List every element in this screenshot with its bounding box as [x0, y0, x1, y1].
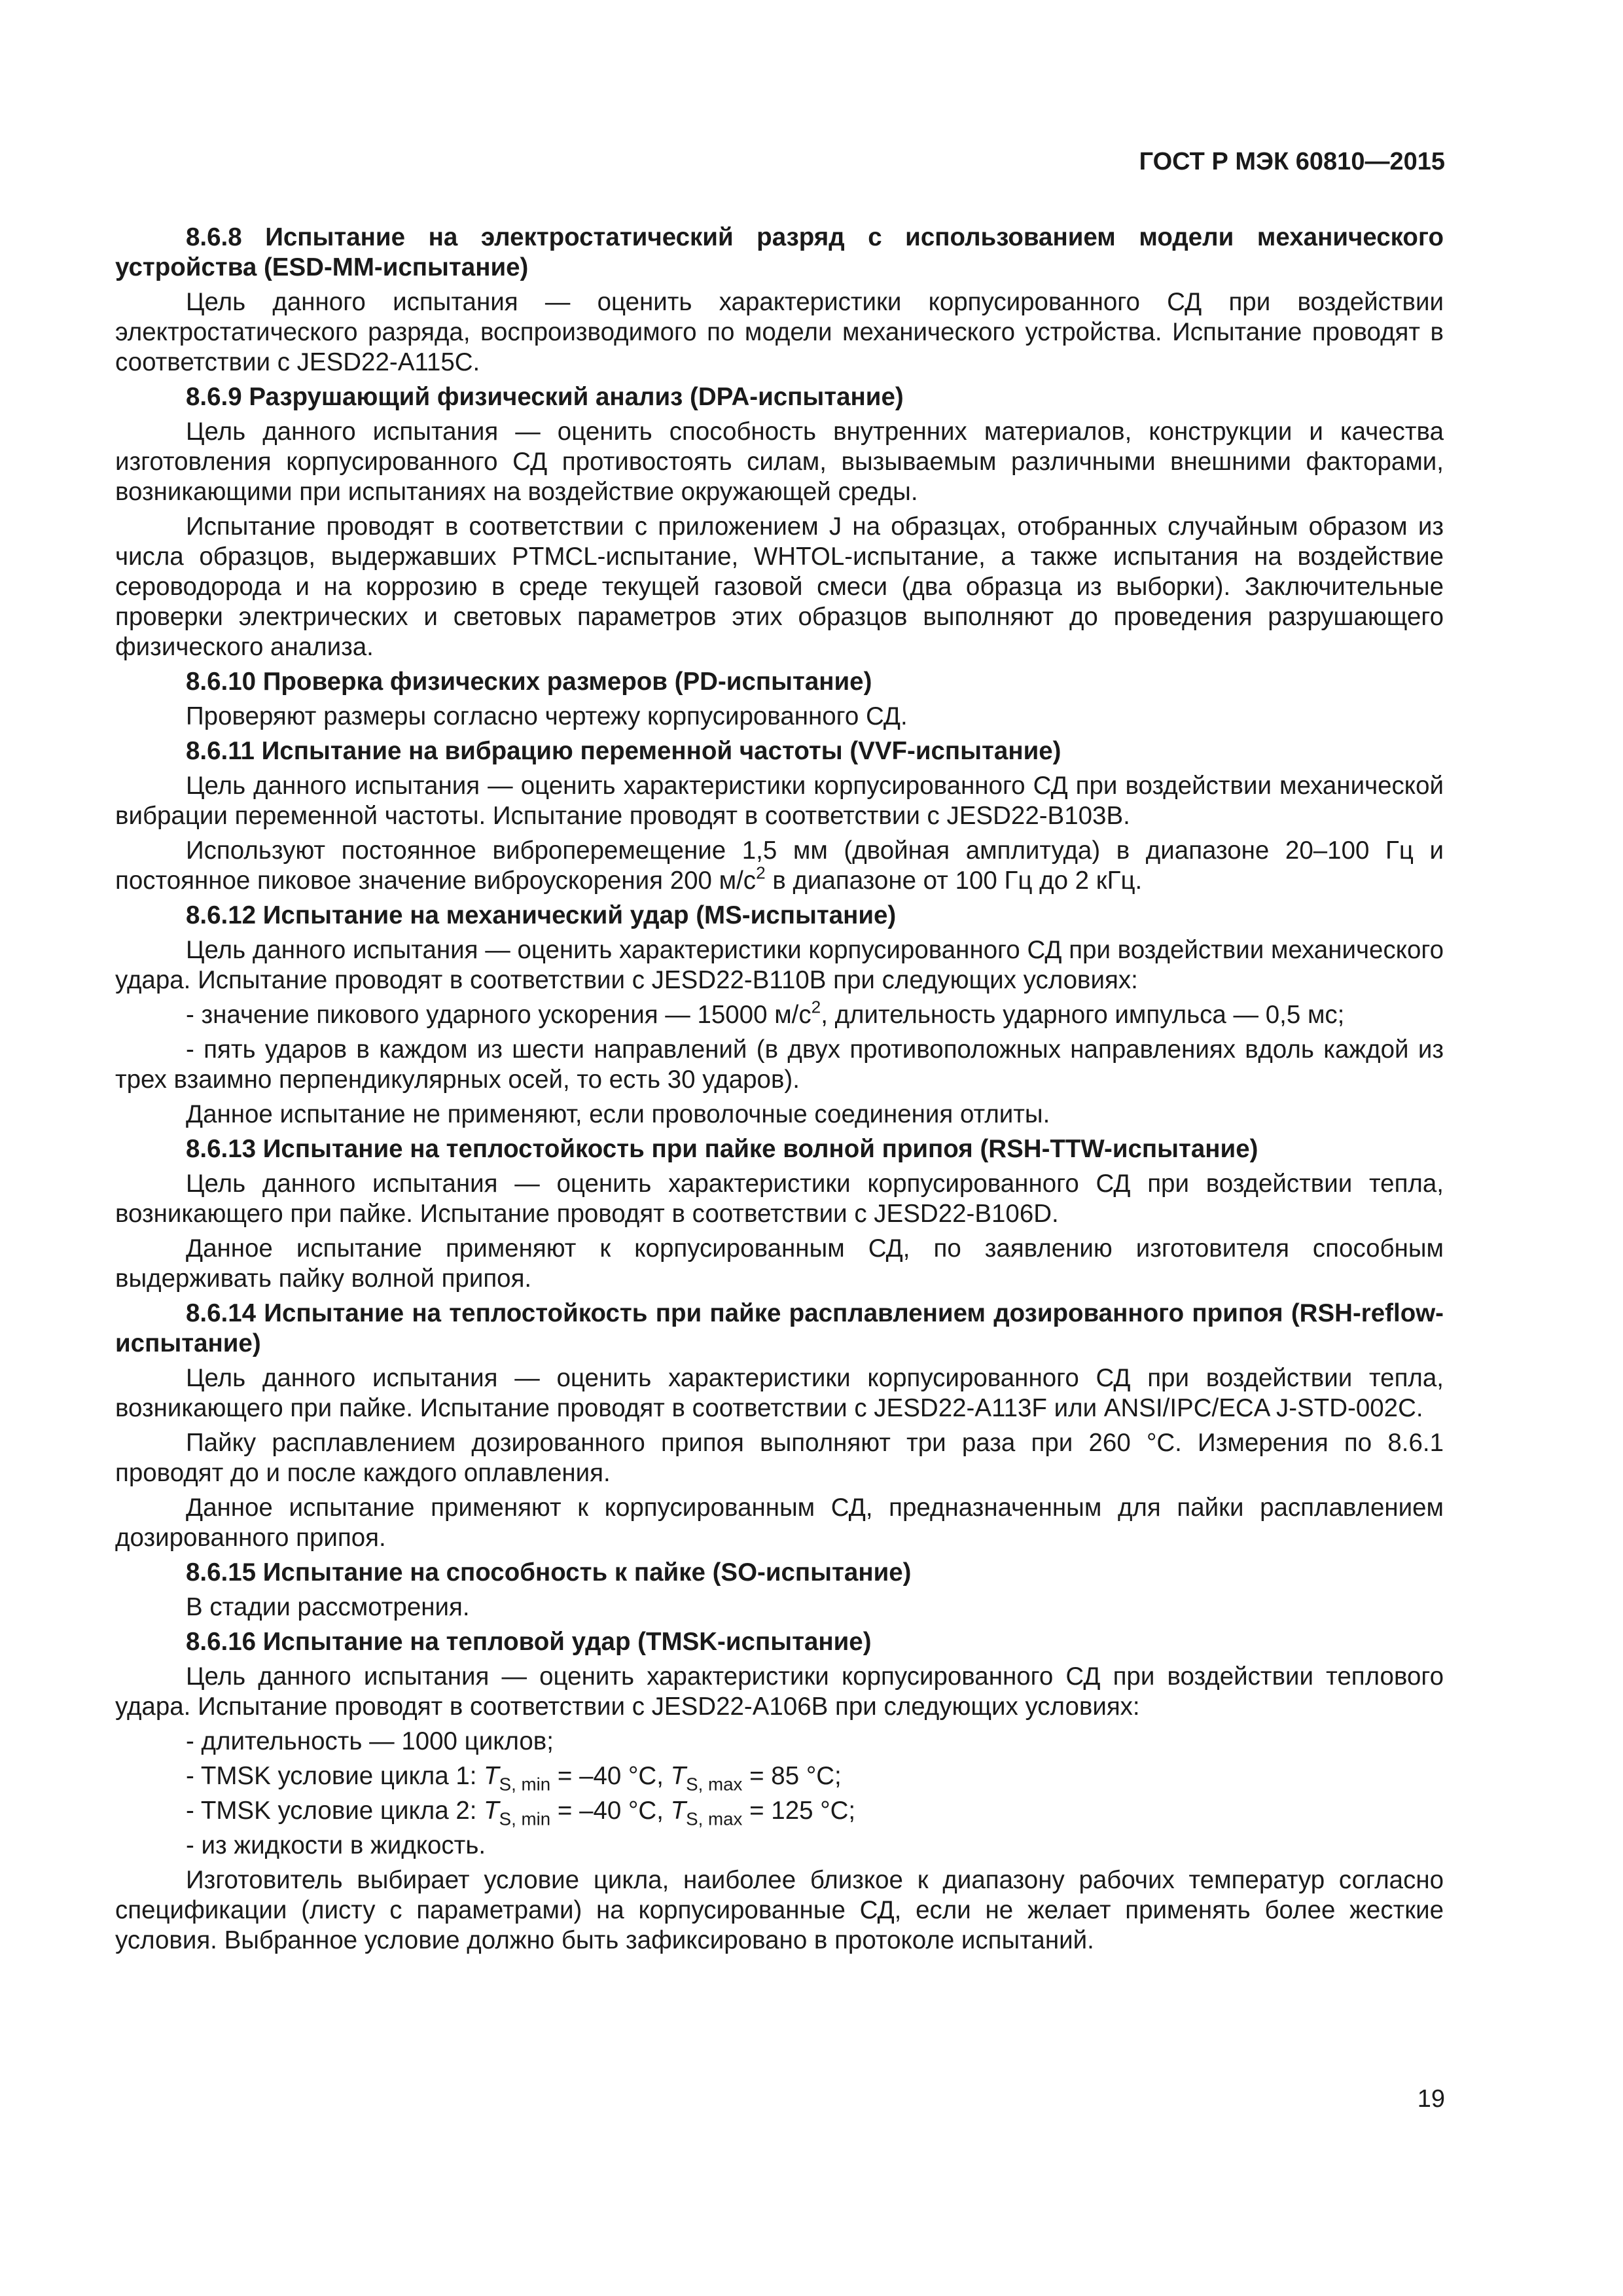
section-heading: 8.6.15 Испытание на способность к пайке (SO-испытание)	[186, 1558, 912, 1587]
paragraph: В стадии рассмотрения.	[186, 1593, 470, 1621]
section-heading: 8.6.10 Проверка физических размеров (PD-испытание)	[186, 668, 872, 696]
paragraph: Цель данного испытания — оценить характеристики корпусированного СД при воздействии механической вибрации переменной частоты. Испытание проводят в соответствии с JESD22-B103B.	[115, 772, 1444, 830]
superscript: 2	[811, 997, 821, 1017]
paragraph: Изготовитель выбирает условие цикла, наиболее близкое к диапазону рабочих температур согласно спецификации (листу с параметрами) на корпусированные СД, если не желает применять более жесткие условия. Выбранное условие должно быть зафиксировано в протоколе испытаний.	[115, 1866, 1444, 1954]
paragraph: Цель данного испытания — оценить способность внутренних материалов, конструкции и качества изготовления корпусированного СД противостоять силам, вызываемым различными внешними факторами, возникающими при испытаниях на воздействие окружающей среды.	[115, 418, 1444, 506]
paragraph: Цель данного испытания — оценить характеристики корпусированного СД при воздействии тепла, возникающего при пайке. Испытание проводят в соответствии с JESD22-A113F или ANSI/IPC/ECA J-STD-002C.	[115, 1364, 1444, 1422]
list-item: - пять ударов в каждом из шести направлений (в двух противоположных направлениях вдоль каждой из трех взаимно перпендикулярных осей, то есть 30 ударов).	[115, 1035, 1444, 1094]
subscript: S, max	[686, 1808, 743, 1829]
paragraph: Пайку расплавлением дозированного припоя выполняют три раза при 260 °С. Измерения по 8.6.1 проводят до и после каждого оплавления.	[115, 1429, 1444, 1487]
section-heading: 8.6.14 Испытание на теплостойкость при пайке расплавлением дозированного припоя (RSH-reflow-испытание)	[115, 1299, 1444, 1357]
section-heading: 8.6.11 Испытание на вибрацию переменной частоты (VVF-испытание)	[186, 737, 1061, 765]
superscript: 2	[756, 863, 766, 883]
paragraph: Проверяют размеры согласно чертежу корпусированного СД.	[186, 702, 908, 730]
temperature-symbol: T	[484, 1762, 499, 1790]
standard-header: ГОСТ Р МЭК 60810—2015	[1139, 148, 1445, 175]
text-run: = 85 °С;	[742, 1762, 842, 1790]
section-heading: 8.6.16 Испытание на тепловой удар (TMSK-испытание)	[186, 1628, 872, 1656]
text-run: - значение пикового ударного ускорения — 15000 м/с	[186, 1001, 812, 1029]
list-item	[115, 1796, 1444, 1829]
paragraph: Данное испытание не применяют, если проволочные соединения отлиты.	[186, 1100, 1050, 1128]
list-item	[115, 1761, 1444, 1795]
text-run: - TMSK условие цикла 2:	[186, 1797, 484, 1825]
list-item: - длительность — 1000 циклов;	[186, 1727, 554, 1755]
paragraph	[115, 836, 1444, 896]
text-run: = –40 °С,	[550, 1762, 671, 1790]
text-run: в диапазоне от 100 Гц до 2 кГц.	[765, 867, 1143, 895]
section-heading: 8.6.12 Испытание на механический удар (MS-испытание)	[186, 901, 897, 929]
paragraph: Цель данного испытания — оценить характеристики корпусированного СД при воздействии электростатического разряда, воспроизводимого по модели механического устройства. Испытание проводят в соответствии с JESD22-A115C.	[115, 288, 1444, 376]
paragraph: Цель данного испытания — оценить характеристики корпусированного СД при воздействии механического удара. Испытание проводят в соответствии с JESD22-B110B при следующих условиях:	[115, 936, 1444, 994]
subscript: S, min	[499, 1774, 551, 1795]
paragraph: Испытание проводят в соответствии с приложением J на образцах, отобранных случайным образом из числа образцов, выдержавших PTMCL-испытание, WHTOL-испытание, а также испытания на воздействие сероводорода и на коррозию в среде текущей газовой смеси (два образца из выборки). Заключительные проверки электрических и световых параметров этих образцов выполняют до проведения разрушающего физического анализа.	[115, 512, 1444, 661]
temperature-symbol: T	[484, 1797, 499, 1825]
temperature-symbol: T	[670, 1762, 687, 1790]
page-number: 19	[1417, 2085, 1445, 2113]
paragraph: Цель данного испытания — оценить характеристики корпусированного СД при воздействии теплового удара. Испытание проводят в соответствии с JESD22-A106B при следующих условиях:	[115, 1662, 1444, 1721]
section-heading: 8.6.9 Разрушающий физический анализ (DPA-испытание)	[186, 383, 904, 411]
paragraph: Цель данного испытания — оценить характеристики корпусированного СД при воздействии тепла, возникающего при пайке. Испытание проводят в соответствии с JESD22-B106D.	[115, 1170, 1444, 1228]
subscript: S, min	[499, 1808, 551, 1829]
subscript: S, max	[686, 1774, 743, 1795]
document-body	[115, 223, 1444, 1960]
list-item	[115, 997, 1444, 1030]
temperature-symbol: T	[670, 1797, 687, 1825]
paragraph: Данное испытание применяют к корпусированным СД, предназначенным для пайки расплавлением дозированного припоя.	[115, 1494, 1444, 1552]
text-run: Используют постоянное виброперемещение 1,5 мм (двойная амплитуда) в диапазоне 20–100 Гц и постоянное пиковое значение виброускорения 200 м/с	[115, 836, 1444, 895]
text-run: - TMSK условие цикла 1:	[186, 1762, 484, 1790]
text-run: , длительность ударного импульса — 0,5 мс;	[821, 1001, 1345, 1029]
paragraph: Данное испытание применяют к корпусированным СД, по заявлению изготовителя способным выдерживать пайку волной припоя.	[115, 1234, 1444, 1293]
section-heading: 8.6.13 Испытание на теплостойкость при пайке волной припоя (RSH-TTW-испытание)	[186, 1135, 1258, 1163]
text-run: = 125 °С;	[742, 1797, 856, 1825]
text-run: = –40 °С,	[550, 1797, 671, 1825]
list-item: - из жидкости в жидкость.	[186, 1831, 486, 1859]
section-heading: 8.6.8 Испытание на электростатический разряд с использованием модели механического устройства (ESD-MM-испытание)	[115, 223, 1444, 281]
